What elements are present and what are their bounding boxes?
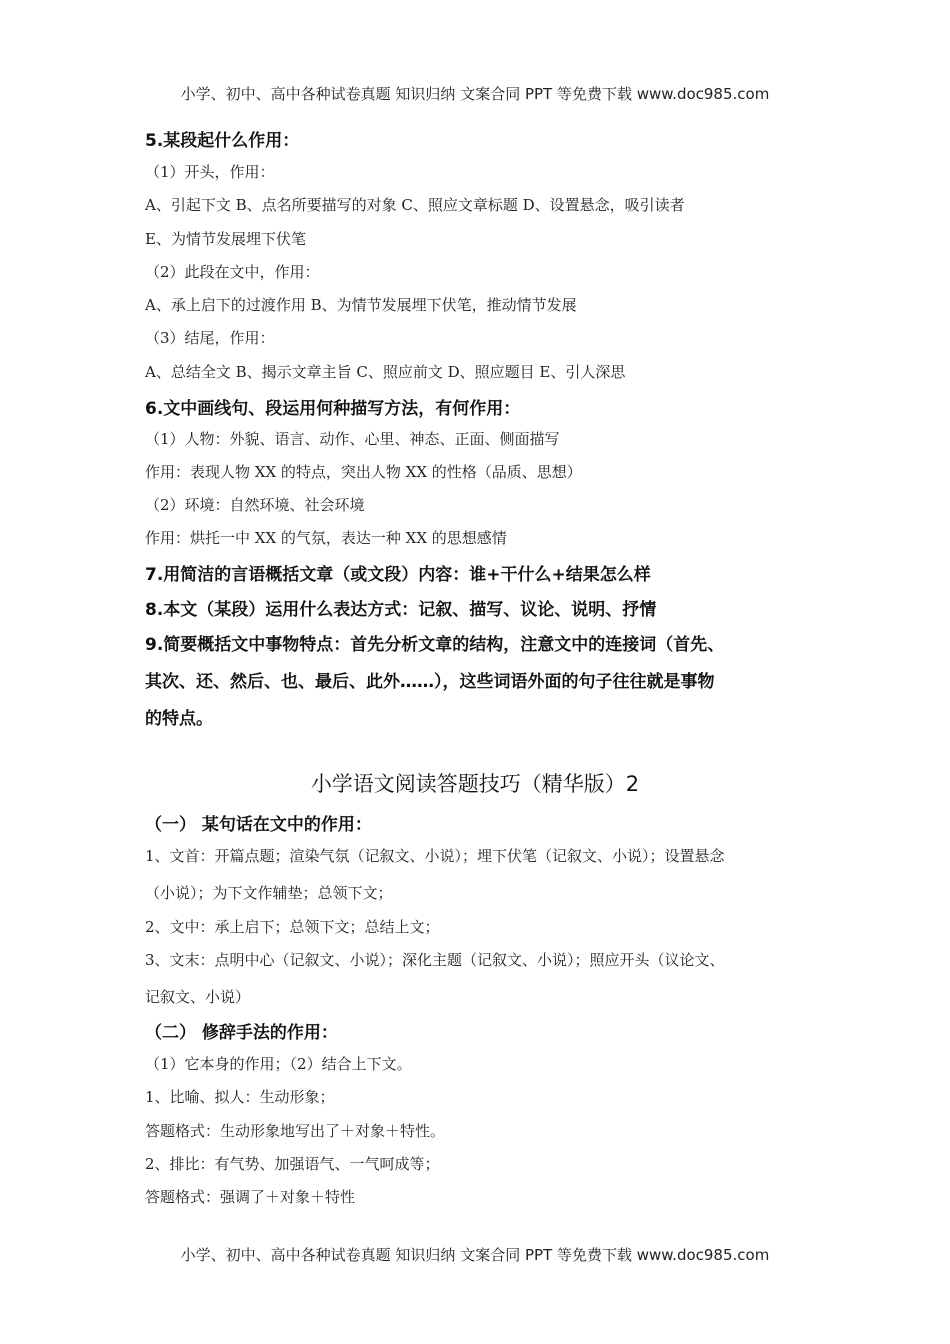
heading-9-cont: 的特点。	[145, 709, 213, 729]
text-line: 1、文首：开篇点题；渲染气氛（记叙文、小说）；埋下伏笔（记叙文、小说）；设置悬念	[145, 847, 725, 865]
text-line: （小说）；为下文作辅垫；总领下文；	[145, 884, 393, 902]
text-line: 记叙文、小说）	[145, 988, 251, 1006]
text-line: （1）它本身的作用；（2）结合上下文。	[145, 1055, 412, 1073]
heading-5: 5.某段起什么作用：	[145, 131, 300, 151]
text-line: 3、文末：点明中心（记叙文、小说）；深化主题（记叙文、小说）；照应开头（议论文、	[145, 951, 725, 969]
text-line: 作用：烘托一中 XX 的气氛，表达一种 XX 的思想感情	[145, 529, 507, 547]
subheading-1: （一） 某句话在文中的作用：	[145, 815, 372, 835]
text-line: 1、比喻、拟人：生动形象；	[145, 1088, 335, 1106]
heading-9-cont: 其次、还、然后、也、最后、此外……），这些词语外面的句子往往就是事物	[145, 672, 715, 692]
text-line: 2、文中：承上启下；总领下文；总结上文；	[145, 918, 440, 936]
text-line: 答题格式：生动形象地写出了＋对象＋特性。	[145, 1122, 446, 1140]
text-line: A、承上启下的过渡作用 B、为情节发展埋下伏笔，推动情节发展	[145, 296, 577, 314]
heading-8: 8.本文（某段）运用什么表达方式：记叙、描写、议论、说明、抒情	[145, 600, 657, 620]
section-title: 小学语文阅读答题技巧（精华版）2	[310, 772, 640, 796]
page-header: 小学、初中、高中各种试卷真题 知识归纳 文案合同 PPT 等免费下载 www.doc985.com	[180, 85, 770, 103]
text-line: （2）环境：自然环境、社会环境	[145, 496, 365, 514]
text-line: （1）人物：外貌、语言、动作、心里、神态、正面、侧面描写	[145, 430, 560, 448]
text-line: E、为情节发展埋下伏笔	[145, 230, 306, 248]
text-line: 答题格式：强调了＋对象＋特性	[145, 1188, 356, 1206]
heading-9: 9.简要概括文中事物特点：首先分析文章的结构，注意文中的连接词（首先、	[145, 635, 725, 655]
text-line: 作用：表现人物 XX 的特点，突出人物 XX 的性格（品质、思想）	[145, 463, 582, 481]
text-line: （3）结尾，作用：	[145, 329, 275, 347]
text-line: 2、排比：有气势、加强语气、一气呵成等；	[145, 1155, 440, 1173]
text-line: （1）开头，作用：	[145, 163, 275, 181]
subheading-2: （二） 修辞手法的作用：	[145, 1023, 338, 1043]
text-line: A、引起下文 B、点名所要描写的对象 C、照应文章标题 D、设置悬念，吸引读者	[145, 196, 685, 214]
heading-6: 6.文中画线句、段运用何种描写方法，有何作用：	[145, 399, 521, 419]
page-footer: 小学、初中、高中各种试卷真题 知识归纳 文案合同 PPT 等免费下载 www.doc985.com	[180, 1246, 770, 1264]
text-line: （2）此段在文中，作用：	[145, 263, 320, 281]
text-line: A、总结全文 B、揭示文章主旨 C、照应前文 D、照应题目 E、引人深思	[145, 363, 626, 381]
heading-7: 7.用简洁的言语概括文章（或文段）内容：谁+干什么+结果怎么样	[145, 565, 651, 585]
